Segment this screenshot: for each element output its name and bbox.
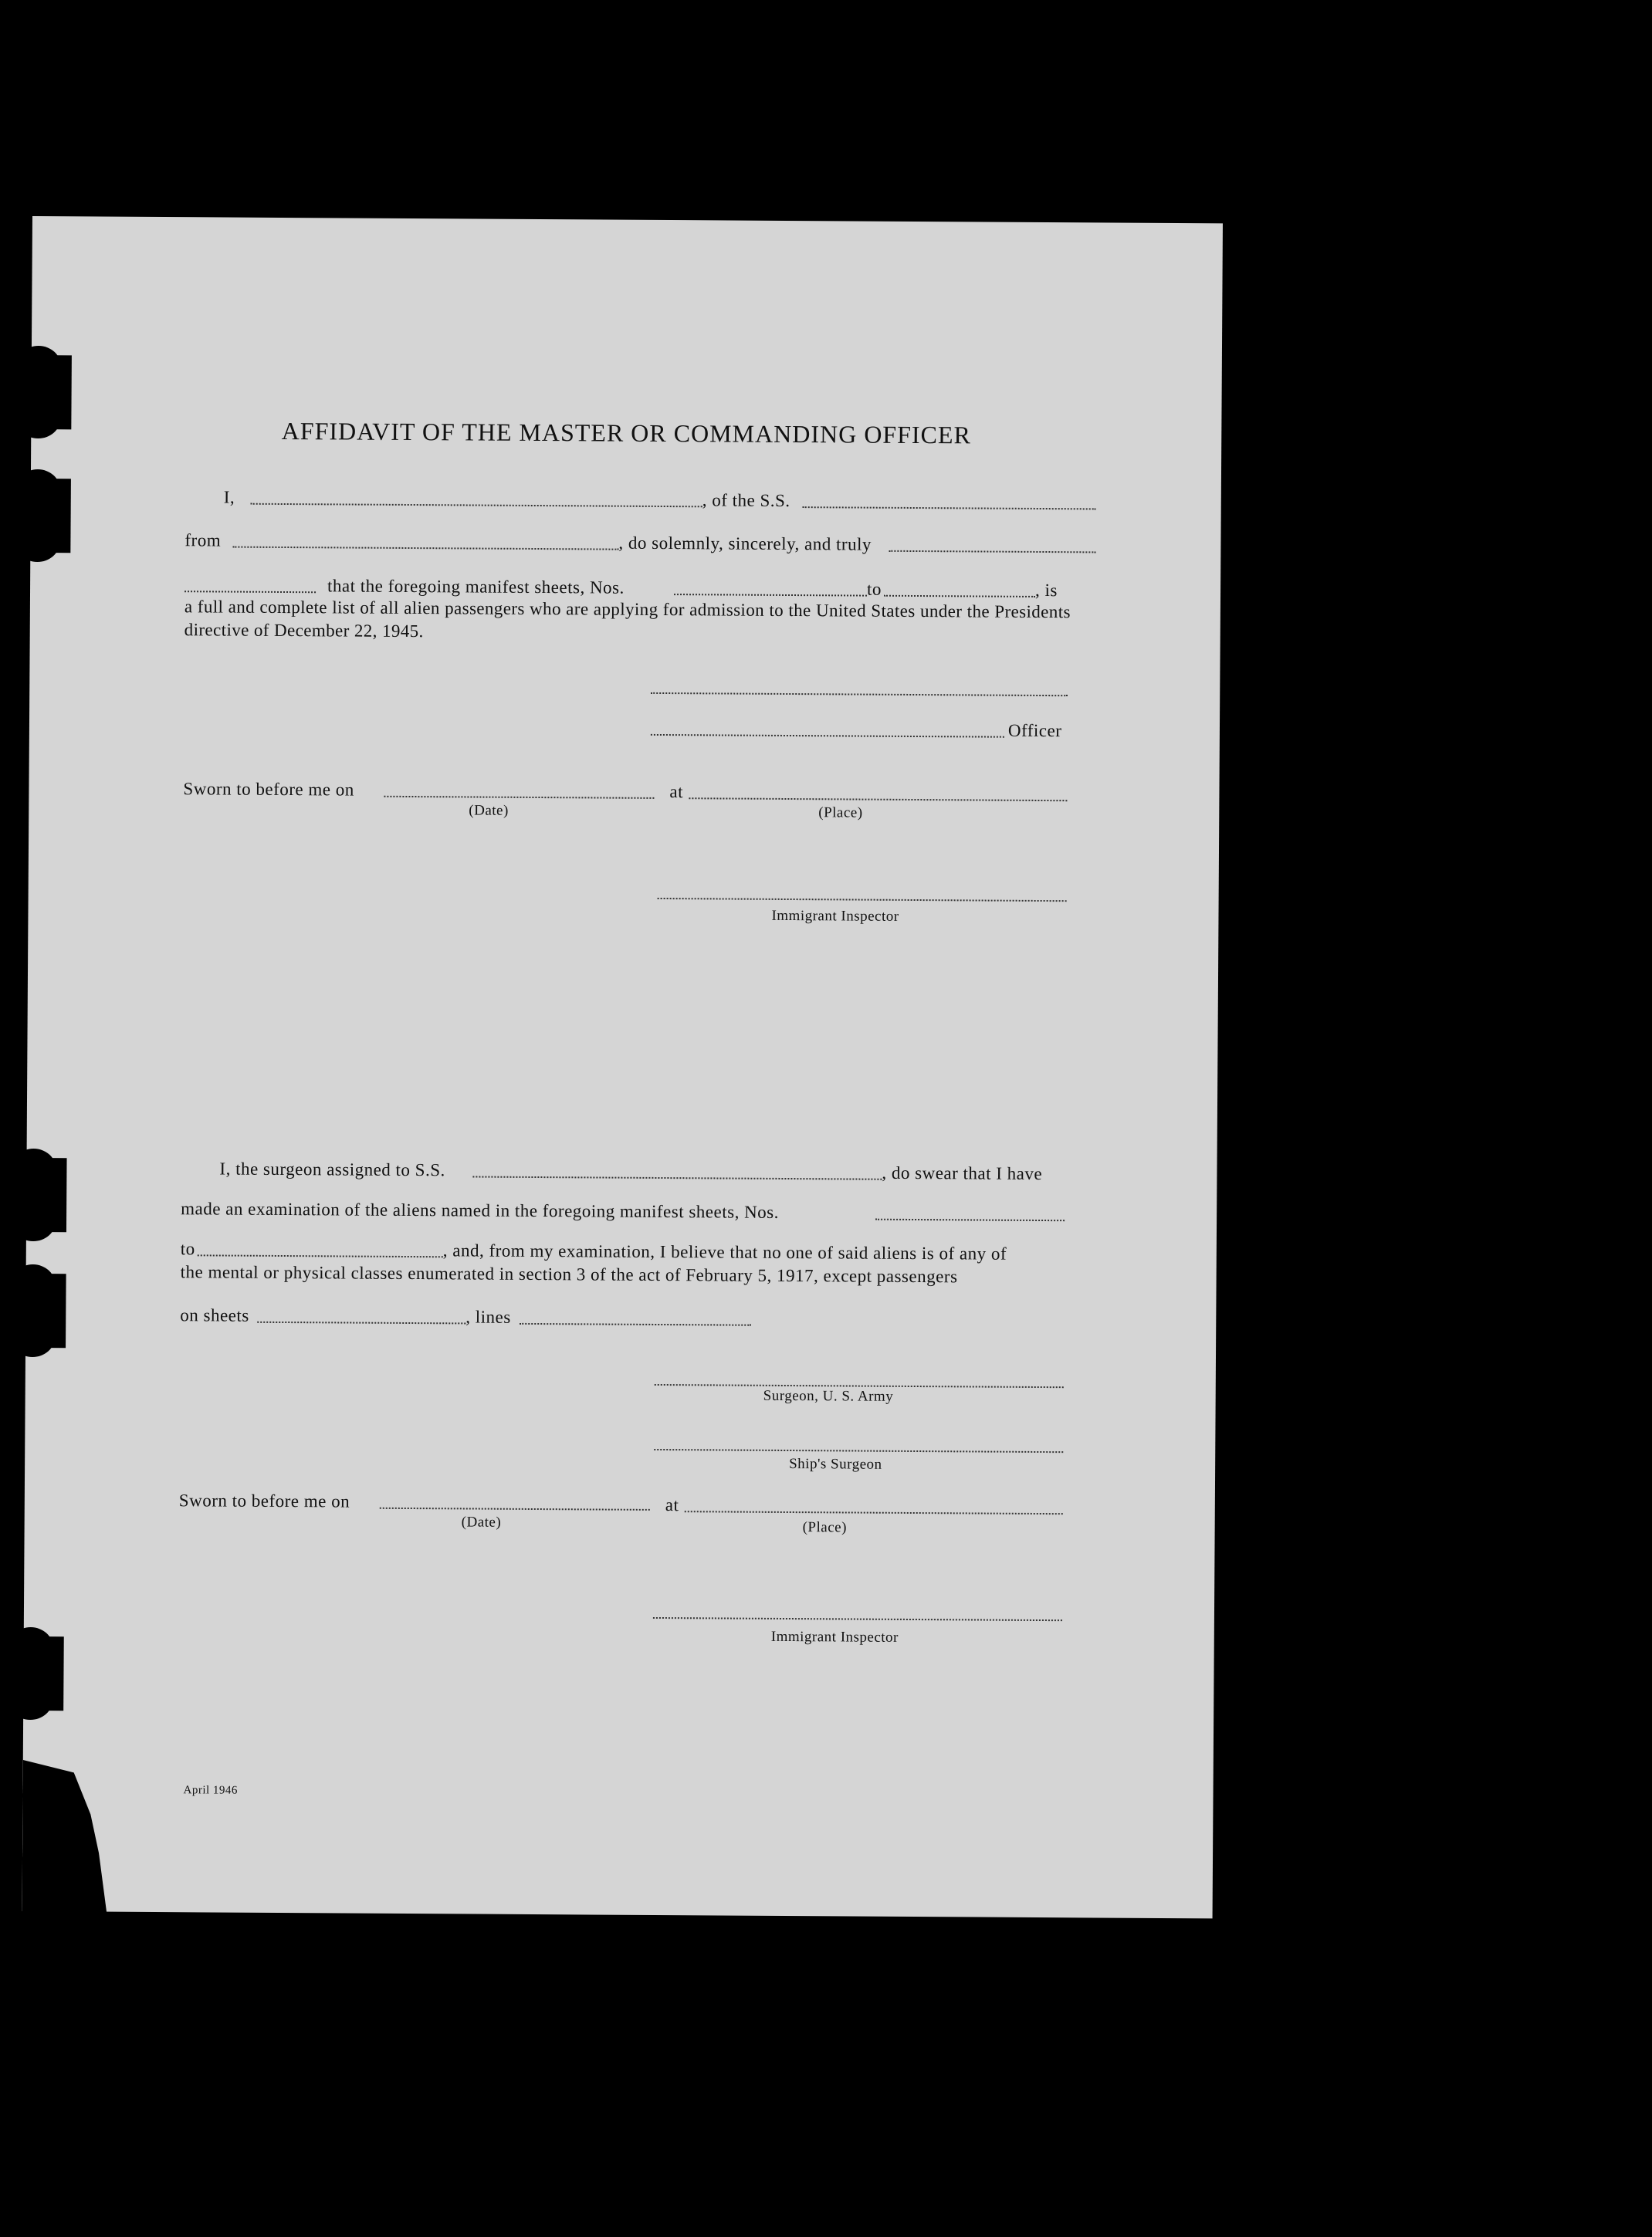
surgeon-inspector-caption: Immigrant Inspector — [770, 1628, 899, 1646]
surgeon-to-line[interactable] — [198, 1254, 443, 1257]
date-caption: (Date) — [469, 802, 509, 819]
signature-line[interactable] — [651, 692, 1068, 696]
sworn-date-line[interactable] — [384, 796, 654, 799]
inspector-line[interactable] — [658, 898, 1067, 902]
surgeon-line1b: , do swear that I have — [882, 1162, 1043, 1184]
lines-label: , lines — [465, 1307, 511, 1327]
torn-corner — [22, 1760, 108, 1915]
sworn-place-line[interactable] — [689, 797, 1067, 801]
footer-date: April 1946 — [183, 1784, 239, 1797]
surgeon-date-line[interactable] — [380, 1508, 650, 1511]
surgeon-ship-line[interactable] — [472, 1176, 882, 1180]
solemnly-label: , do solemnly, sincerely, and truly — [618, 533, 872, 554]
on-sheets-label: on sheets — [180, 1305, 249, 1325]
place-caption: (Place) — [818, 804, 863, 821]
surgeon-line2: made an examination of the aliens named in the foregoing manifest sheets, Nos. — [181, 1199, 780, 1222]
form-sheet — [22, 216, 1223, 1918]
i-label: I, — [223, 487, 235, 507]
affidavit-paragraph: a full and complete list of all alien passengers who are applying for admission to the United States under the Presidents directive of December 22, 1945. — [184, 597, 1071, 641]
master-name-line[interactable] — [251, 503, 702, 508]
punch-hole — [0, 1636, 64, 1711]
officer-label: Officer — [1007, 720, 1062, 741]
ship-name-line[interactable] — [803, 506, 1096, 509]
sworn-label: Sworn to before me on — [183, 779, 354, 800]
surgeon-place-caption: (Place) — [802, 1519, 848, 1536]
at-label: at — [669, 782, 684, 802]
army-surgeon-line[interactable] — [655, 1384, 1064, 1388]
from-port-line[interactable] — [232, 547, 618, 550]
to-label: to — [866, 579, 882, 599]
officer-line[interactable] — [651, 734, 1004, 738]
swear-line[interactable] — [184, 591, 316, 593]
nos-to-line[interactable] — [884, 595, 1035, 597]
surgeon-line4: the mental or physical classes enumerated in section 3 of the act of February 5, 1917, except passengers — [180, 1262, 958, 1287]
punch-hole — [7, 479, 71, 553]
page-title: AFFIDAVIT OF THE MASTER OR COMMANDING OFFICER — [281, 416, 971, 449]
surgeon-to-label: to — [180, 1239, 195, 1259]
surgeon-nos-line[interactable] — [875, 1219, 1065, 1221]
surgeon-at-label: at — [665, 1495, 679, 1515]
punch-hole — [3, 1158, 67, 1232]
surgeon-place-line[interactable] — [685, 1511, 1063, 1514]
army-surgeon-caption: Surgeon, U. S. Army — [763, 1387, 894, 1405]
ship-surgeon-caption: Ship's Surgeon — [789, 1456, 882, 1473]
surgeon-date-caption: (Date) — [461, 1514, 502, 1531]
surgeon-line1a: I, the surgeon assigned to S.S. — [219, 1159, 445, 1180]
is-label: , is — [1034, 580, 1058, 601]
of-ss-label: , of the S.S. — [702, 490, 790, 511]
surgeon-line3: , and, from my examination, I believe that no one of said aliens is of any of — [442, 1240, 1007, 1264]
oath-line[interactable] — [889, 550, 1095, 553]
on-sheets-line[interactable] — [257, 1322, 465, 1325]
lines-line[interactable] — [520, 1323, 751, 1326]
from-label: from — [184, 530, 222, 550]
surgeon-inspector-line[interactable] — [653, 1617, 1062, 1621]
inspector-caption: Immigrant Inspector — [771, 907, 899, 925]
ship-surgeon-line[interactable] — [654, 1449, 1063, 1453]
foregoing-label: that the foregoing manifest sheets, Nos. — [327, 576, 625, 597]
surgeon-sworn-label: Sworn to before me on — [178, 1491, 350, 1511]
punch-hole — [2, 1274, 66, 1348]
nos-from-line[interactable] — [674, 594, 867, 597]
